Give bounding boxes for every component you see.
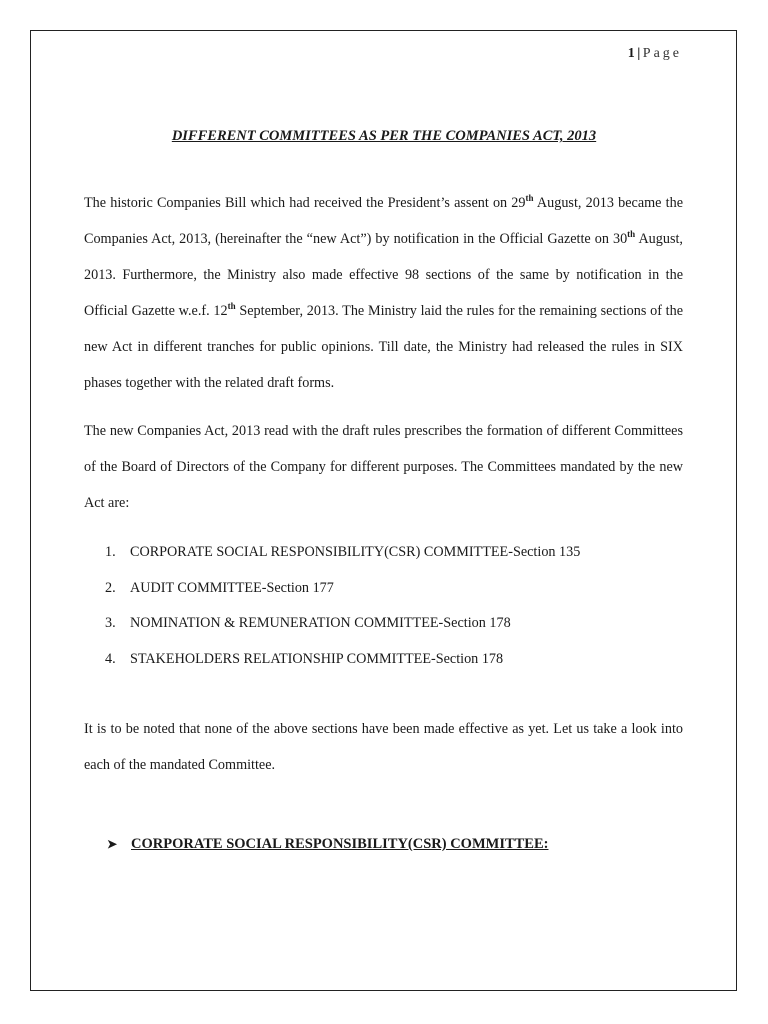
csr-section-heading — [107, 836, 548, 853]
list-item-text: CORPORATE SOCIAL RESPONSIBILITY(CSR) COMMITTEE-Section 135 — [130, 544, 581, 561]
list-item — [84, 642, 580, 678]
list-item-number: 3. — [105, 615, 116, 632]
intro-paragraph — [84, 185, 683, 401]
superscript-1: th — [525, 193, 534, 203]
page-number: 1 — [627, 46, 636, 61]
list-item-number: 4. — [105, 650, 116, 667]
list-item-text: STAKEHOLDERS RELATIONSHIP COMMITTEE-Section 178 — [130, 650, 504, 667]
list-item-text: AUDIT COMMITTEE-Section 177 — [130, 579, 334, 596]
intro-text-4: September, 2013. The Ministry laid the rules for the remaining sections of the new Act in different tranches for public opinions. Till date, the Ministry had released the rules in SIX phases together with the related draft forms. — [84, 303, 683, 391]
list-item — [84, 535, 580, 571]
intro-text-1: The historic Companies Bill which had received the President’s assent on 29 — [84, 195, 526, 211]
page-number-separator: | — [637, 46, 641, 61]
document-title: DIFFERENT COMMITTEES AS PER THE COMPANIES ACT, 2013 — [171, 128, 597, 144]
list-item-text: NOMINATION & REMUNERATION COMMITTEE-Section 178 — [130, 615, 511, 632]
list-item-number: 1. — [105, 544, 116, 561]
list-item-number: 2. — [105, 579, 116, 596]
arrow-bullet-icon: ➤ — [107, 837, 118, 851]
committees-intro-paragraph: The new Companies Act, 2013 read with the draft rules prescribes the formation of different Committees of the Board of Directors of the Company for different purposes. The Committees mandated by the new Act are: — [84, 423, 683, 511]
superscript-3: th — [227, 301, 236, 311]
list-item — [84, 606, 580, 642]
intro-text-2: August, 2013 became the Companies Act, 2013, (hereinafter the “new Act”) by notification in the Official Gazette on 30 — [84, 195, 683, 247]
page-number-header — [628, 46, 682, 62]
list-item — [84, 571, 580, 607]
page-label: Page — [642, 46, 682, 61]
intro-text-3: August, 2013. Furthermore, the Ministry also made effective 98 sections of the same by notification in the Official Gazette w.e.f. 12 — [84, 231, 683, 319]
note-paragraph: It is to be noted that none of the above sections have been made effective as yet. Let us take a look into each of the mandated Committee. — [84, 721, 683, 773]
section-heading-text: CORPORATE SOCIAL RESPONSIBILITY(CSR) COMMITTEE: — [131, 836, 549, 852]
superscript-2: th — [627, 229, 636, 239]
committee-list — [84, 535, 580, 677]
